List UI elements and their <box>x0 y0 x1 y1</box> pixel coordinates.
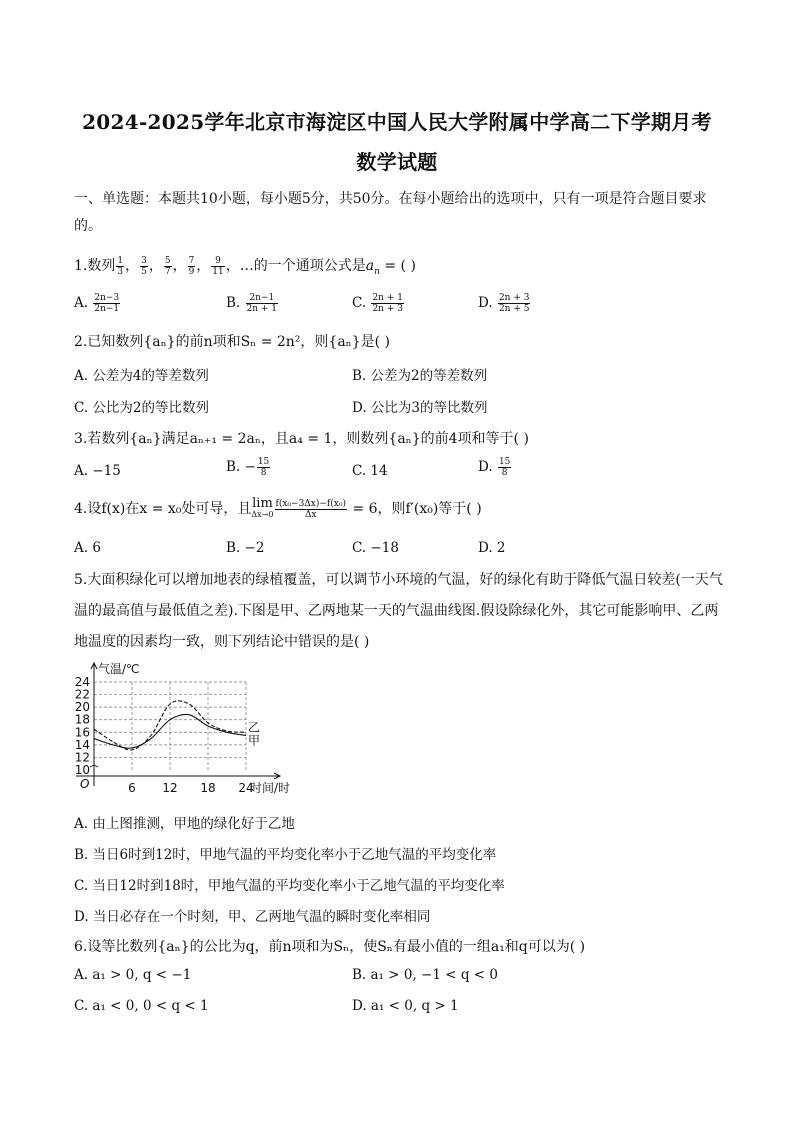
q1-option-c[interactable]: C. $\frac{2n + 1}{2n + 3}$ <box>352 293 403 314</box>
q5-option-d[interactable]: D. 当日必存在一个时刻，甲、乙两地气温的瞬时变化率相同 <box>74 909 431 925</box>
q1-frac-1: $\frac{1}{3}$ <box>117 255 124 277</box>
question-3: 3.若数列{aₙ}满足aₙ₊₁ = 2aₙ，且a₄ = 1，则数列{aₙ}的前4项和等于( ) <box>74 431 529 447</box>
q6-option-d[interactable]: D. a₁ < 0, q > 1 <box>352 998 459 1014</box>
q4-option-b[interactable]: B. −2 <box>226 540 265 556</box>
q1-option-b[interactable]: B. $\frac{2n-1}{2n + 1}$ <box>226 293 278 314</box>
page-subtitle: 数学试题 <box>356 150 438 174</box>
q2-option-c[interactable]: C. 公比为2的等比数列 <box>74 400 210 416</box>
question-1: 1.数列 $\frac{1}{3}$ ， $\frac{3}{5}$ ， $\frac{5}{7}$ ， $\frac{7}{9}$ ， $\frac{9}{11}$ ，…的一个通项公式是$a_n$ = ( ) <box>74 255 416 277</box>
origin-label: O <box>80 777 90 791</box>
q1-frac-3: $\frac{5}{7}$ <box>164 255 171 277</box>
q3-option-d[interactable]: D. $\frac{15}{8}$ <box>478 457 511 478</box>
y-tick-label: 22 <box>74 687 90 702</box>
q5-option-a[interactable]: A. 由上图推测，甲地的绿化好于乙地 <box>74 816 295 832</box>
chart-labels <box>80 661 290 795</box>
y-axis-label: 气温/℃ <box>98 662 140 676</box>
series-label-1: 乙 <box>248 720 261 735</box>
x-tick-label: 12 <box>162 781 178 795</box>
y-tick-label: 14 <box>74 737 90 752</box>
question-4: 4.设f(x)在x = x₀处可导，且 lim Δx→0 $\frac{\text{f(x₀−3Δx)−f(x₀)}}{\Delta x}$ = 6，则f′(x₀)等于( ) <box>74 496 482 520</box>
q1-frac-5: $\frac{9}{11}$ <box>212 255 224 277</box>
q6-option-c[interactable]: C. a₁ < 0, 0 < q < 1 <box>74 998 209 1014</box>
q4-limit: lim Δx→0 <box>251 496 274 519</box>
q2-option-b[interactable]: B. 公差为2的等差数列 <box>352 368 488 384</box>
x-tick-label: 18 <box>200 781 216 795</box>
q3-option-a[interactable]: A. −15 <box>74 463 121 479</box>
y-tick-label: 18 <box>74 712 90 727</box>
y-tick-label: 24 <box>74 675 90 689</box>
y-tick-label: 16 <box>74 725 90 740</box>
y-tick-label: 10 <box>74 763 90 777</box>
q5-option-c[interactable]: C. 当日12时到18时，甲地气温的平均变化率小于乙地气温的平均变化率 <box>74 878 505 894</box>
chart-grid <box>94 682 246 770</box>
temperature-chart <box>70 660 310 800</box>
q1-term-sub: n <box>374 266 380 277</box>
series-label-2: 甲 <box>248 733 261 748</box>
q4-fraction: $\frac{\text{f(x₀−3Δx)−f(x₀)}}{\Delta x}$ <box>275 498 346 520</box>
question-2: 2.已知数列{aₙ}的前n项和Sₙ = 2n²，则{aₙ}是( ) <box>74 334 390 350</box>
x-axis-label: 时间/时 <box>250 781 291 795</box>
question-5: 5.大面积绿化可以增加地表的绿植覆盖，可以调节小环境的气温，好的绿化有助于降低气温日较差(一天气温的最高值与最低值之差).下图是甲、乙两地某一天的气温曲线图.假设除绿化外，其它可能影响甲、乙两地温度的因素均一致，则下列结论中错误的是( ) <box>74 572 723 650</box>
section-intro: 一、单选题：本题共10小题，每小题5分，共50分。在每小题给出的选项中，只有一项是符合题目要求的。 <box>74 191 707 234</box>
q1-suffix: ，…的一个通项公式是 <box>225 258 366 274</box>
q4-option-c[interactable]: C. −18 <box>352 540 399 556</box>
q4-option-a[interactable]: A. 6 <box>74 540 101 556</box>
q1-prefix: 1.数列 <box>74 258 116 274</box>
x-tick-label: 6 <box>128 781 136 795</box>
q2-option-a[interactable]: A. 公差为4的等差数列 <box>74 368 209 384</box>
q6-option-a[interactable]: A. a₁ > 0, q < −1 <box>74 967 192 983</box>
q5-option-b[interactable]: B. 当日6时到12时，甲地气温的平均变化率小于乙地气温的平均变化率 <box>74 847 497 863</box>
q1-frac-2: $\frac{3}{5}$ <box>141 255 147 277</box>
q3-option-b[interactable]: B. − $\frac{15}{8}$ <box>226 457 270 478</box>
q1-frac-4: $\frac{7}{9}$ <box>188 255 195 277</box>
q1-term: a <box>365 258 375 274</box>
q2-option-d[interactable]: D. 公比为3的等比数列 <box>352 400 488 416</box>
y-tick-label: 12 <box>74 750 90 765</box>
page-title: 2024-2025学年北京市海淀区中国人民大学附属中学高二下学期月考 <box>82 110 712 134</box>
q1-option-d[interactable]: D. $\frac{2n + 3}{2n + 5}$ <box>478 293 530 314</box>
q1-option-a[interactable]: A. $\frac{2n-3}{2n-1}$ <box>74 293 120 314</box>
q1-tail: = ( ) <box>379 258 416 274</box>
q4-option-d[interactable]: D. 2 <box>478 540 506 556</box>
q3-option-c[interactable]: C. 14 <box>352 463 388 479</box>
x-tick-label: 24 <box>238 781 254 795</box>
y-tick-label: 20 <box>74 700 90 715</box>
question-6: 6.设等比数列{aₙ}的公比为q，前n项和为Sₙ，使Sₙ有最小值的一组a₁和q可以为( ) <box>74 939 586 955</box>
q6-option-b[interactable]: B. a₁ > 0, −1 < q < 0 <box>352 967 498 983</box>
